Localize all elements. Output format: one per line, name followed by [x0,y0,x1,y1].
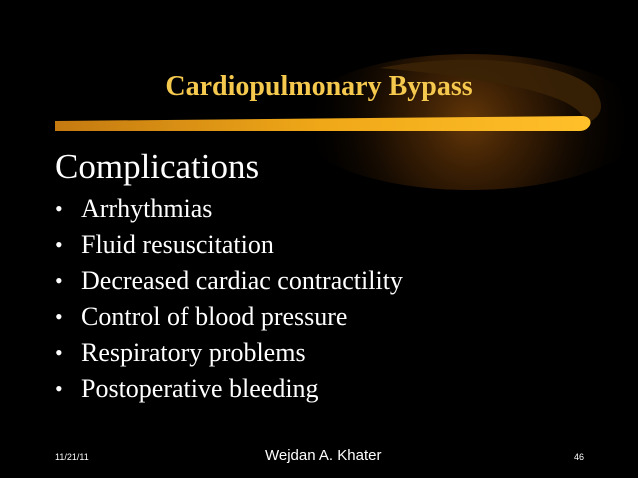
bullet-icon: • [55,232,63,257]
list-item [55,300,403,336]
slide-title: Cardiopulmonary Bypass [165,71,473,102]
bullet-text: Respiratory problems [81,338,306,367]
bullet-icon: • [55,268,63,293]
list-item [55,228,403,264]
list-item [55,372,403,408]
list-item [55,192,403,228]
bullet-text: Fluid resuscitation [81,230,274,259]
bullet-icon: • [55,376,63,401]
list-item [55,336,403,372]
bullet-icon: • [55,304,63,329]
bullet-list [55,192,403,408]
bullet-text: Decreased cardiac contractility [81,266,403,295]
bullet-text: Postoperative bleeding [81,374,319,403]
bullet-icon: • [55,340,63,365]
footer-page-number: 46 [574,452,585,462]
footer-date: 11/21/11 [55,452,89,462]
bullet-text: Control of blood pressure [81,302,348,331]
section-heading: Complications [55,147,260,186]
footer-author: Wejdan A. Khater [265,447,382,464]
bullet-text: Arrhythmias [81,194,213,223]
list-item [55,264,403,300]
bullet-icon: • [55,196,63,221]
